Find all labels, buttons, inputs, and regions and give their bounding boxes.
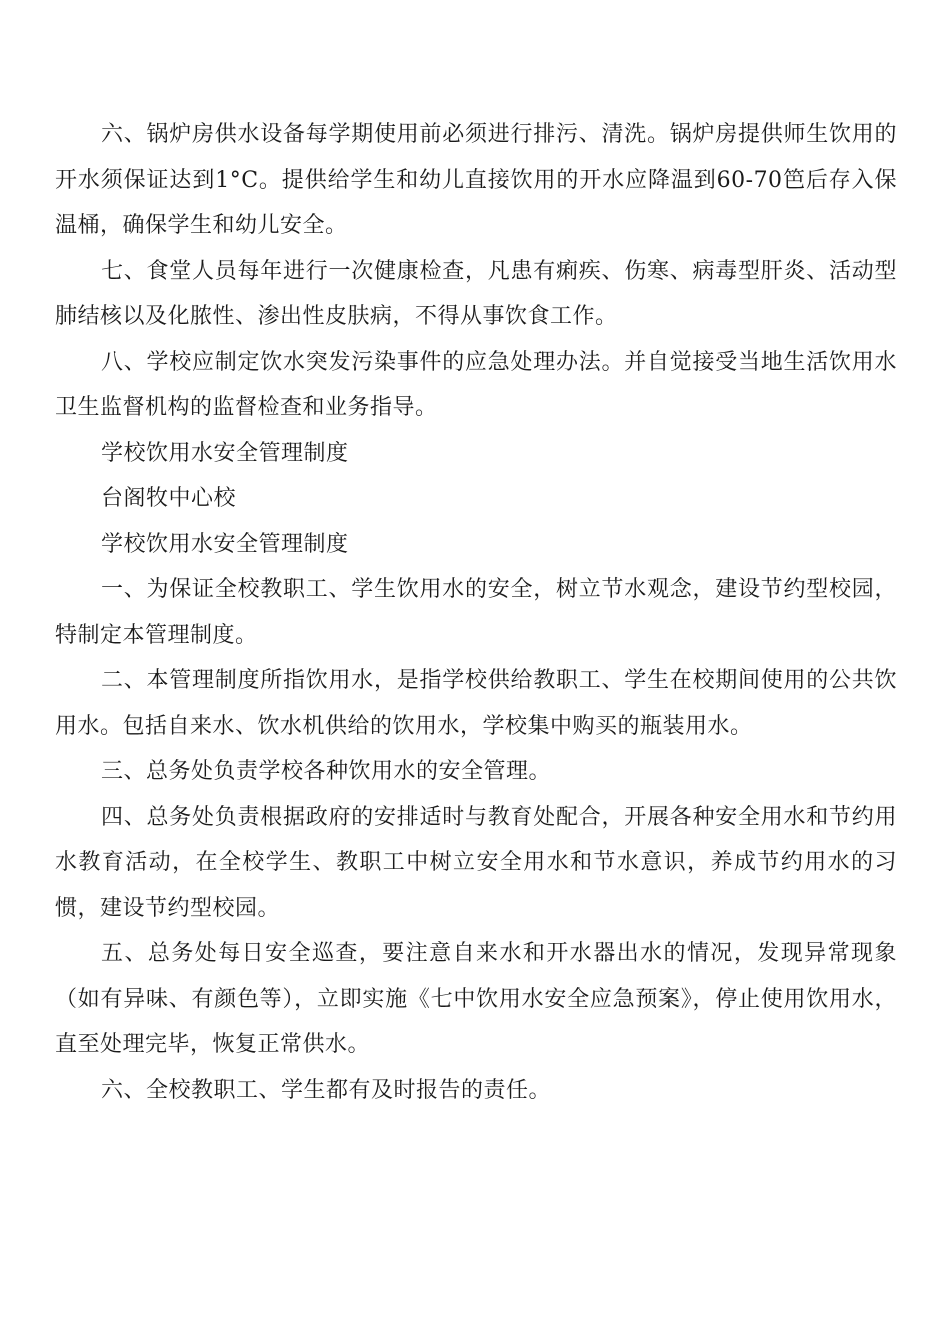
document-body (55, 112, 897, 1113)
paragraph-education: 四、总务处负责根据政府的安排适时与教育处配合，开展各种安全用水和节约用水教育活动，在全校学生、教职工中树立安全用水和节水意识，养成节约用水的习惯，建设节约型校园。 (55, 804, 897, 921)
section-title: 学校饮用水安全管理制度 (101, 440, 349, 466)
paragraph-canteen-health: 七、食堂人员每年进行一次健康检查，凡患有痢疾、伤寒、病毒型肝炎、活动型肺结核以及化脓性、渗出性皮肤病，不得从事饮食工作。 (55, 258, 897, 329)
paragraph-purpose: 一、为保证全校教职工、学生饮用水的安全，树立节水观念，建设节约型校园，特制定本管理制度。 (55, 577, 897, 648)
paragraph-definition: 二、本管理制度所指饮用水，是指学校供给教职工、学生在校期间使用的公共饮用水。包括自来水、饮水机供给的饮用水，学校集中购买的瓶装用水。 (55, 668, 897, 739)
paragraph-boiler-water: 六、锅炉房供水设备每学期使用前必须进行排污、清洗。锅炉房提供师生饮用的开水须保证达到1°C。提供给学生和幼儿直接饮用的开水应降温到60-70笆后存入保温桶，确保学生和幼儿安全。 (55, 122, 897, 238)
paragraph-emergency-plan: 八、学校应制定饮水突发污染事件的应急处理办法。并自觉接受当地生活饮用水卫生监督机构的监督检查和业务指导。 (55, 349, 897, 420)
paragraph-reporting: 六、全校教职工、学生都有及时报告的责任。 (101, 1077, 552, 1103)
paragraph-responsibility: 三、总务处负责学校各种饮用水的安全管理。 (101, 759, 552, 784)
section-title-repeat: 学校饮用水安全管理制度 (101, 531, 349, 557)
paragraph-inspection: 五、总务处每日安全巡查，要注意自来水和开水器出水的情况，发现异常现象（如有异味、有颜色等），立即实施《七中饮用水安全应急预案》，停止使用饮用水，直至处理完毕，恢复正常供水。 (55, 941, 897, 1057)
school-name: 台阁牧中心校 (101, 486, 237, 511)
